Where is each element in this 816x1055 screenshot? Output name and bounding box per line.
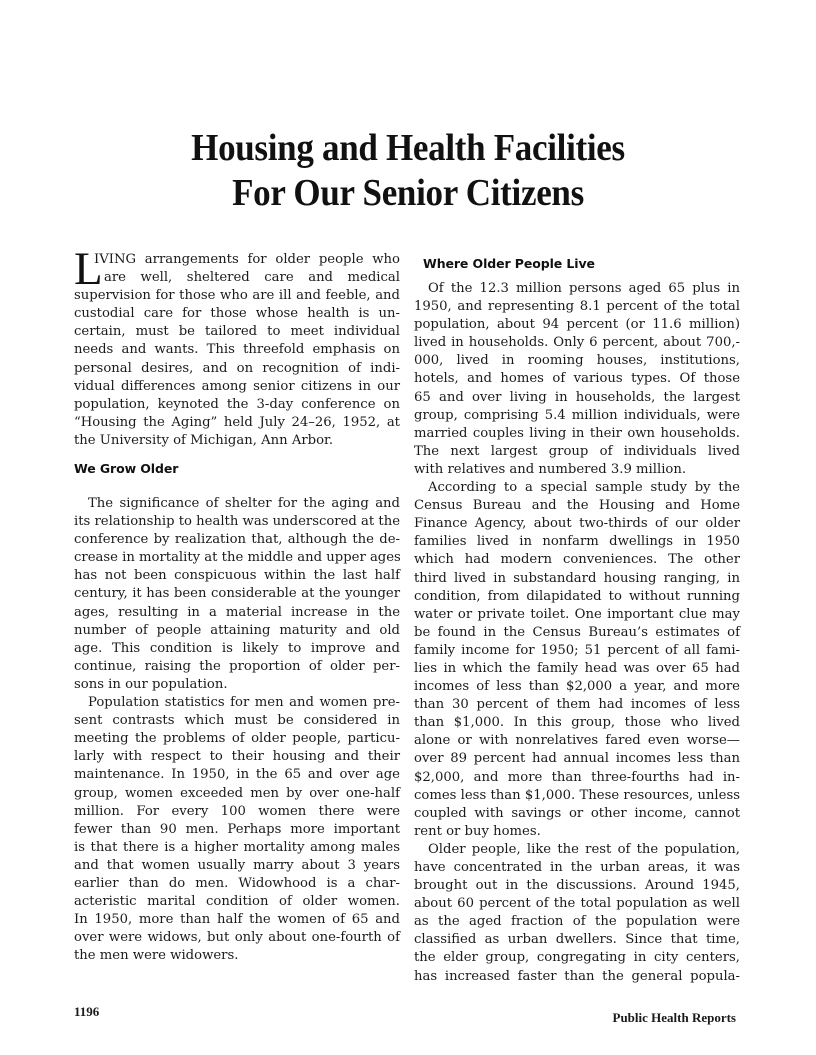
text-line: Older people, like the rest of the population, bbox=[428, 841, 740, 857]
text-line: as the aged fraction of the population were bbox=[414, 914, 740, 930]
text-line: rent or buy homes. bbox=[414, 823, 541, 839]
text-line: IVING arrangements for older people who bbox=[94, 252, 400, 267]
text-line: needs and wants. This threefold emphasis on bbox=[74, 342, 400, 358]
we-grow-older-body bbox=[74, 495, 400, 965]
text-line: “Housing the Aging” held July 24–26, 1952, at bbox=[74, 414, 400, 430]
text-line: The next largest group of individuals lived bbox=[414, 443, 740, 459]
text-line: The significance of shelter for the aging and bbox=[88, 496, 400, 511]
text-line: Census Bureau and the Housing and Home bbox=[414, 498, 740, 514]
text-line: certain, must be tailored to meet individual bbox=[74, 324, 400, 340]
journal-name: Public Health Reports bbox=[612, 1010, 736, 1025]
text-line: and that women usually marry about 3 years bbox=[74, 857, 400, 873]
intro-paragraph bbox=[74, 243, 400, 450]
text-line: over were widows, but only about one-fourth of bbox=[74, 930, 400, 946]
text-line: is that there is a higher mortality among males bbox=[74, 839, 400, 855]
text-line: crease in mortality at the middle and upper ages bbox=[74, 550, 401, 566]
text-line: condition, from dilapidated to without running bbox=[414, 588, 740, 604]
text-line: sent contrasts which must be considered in bbox=[74, 713, 400, 729]
text-line: ages, resulting in a material increase in the bbox=[74, 604, 400, 620]
section-heading-we-grow-older: We Grow Older bbox=[74, 461, 179, 476]
text-line: third lived in substandard housing ranging, in bbox=[414, 570, 740, 586]
text-line: earlier than do men. Widowhood is a char- bbox=[74, 875, 400, 891]
text-line: comes less than $1,000. These resources, unless bbox=[414, 787, 740, 803]
article-title-line-1: Housing and Health Facilities bbox=[191, 126, 625, 169]
text-line: population, about 94 percent (or 11.6 million) bbox=[414, 317, 740, 333]
paragraph bbox=[74, 694, 400, 965]
text-line: are well, sheltered care and medical bbox=[104, 270, 400, 286]
text-line: be found in the Census Bureau’s estimates of bbox=[414, 624, 740, 640]
text-line: hotels, and homes of various types. Of those bbox=[414, 371, 740, 387]
text-line: than $1,000. In this group, those who lived bbox=[414, 715, 740, 731]
text-line: lies in which the family head was over 65 had bbox=[414, 660, 740, 676]
text-line: the men were widowers. bbox=[74, 948, 239, 964]
text-line: Population statistics for men and women pre- bbox=[88, 695, 400, 711]
text-line: has increased faster than the general popula- bbox=[414, 968, 740, 984]
text-line: coupled with savings or other income, cannot bbox=[414, 805, 740, 821]
text-line: has not been conspicuous within the last half bbox=[74, 568, 400, 584]
text-line: century, it has been considerable at the younger bbox=[74, 586, 400, 602]
drop-cap: L bbox=[74, 243, 103, 295]
text-line: classified as urban dwellers. Since that time, bbox=[414, 932, 740, 948]
text-line: Of the 12.3 million persons aged 65 plus in bbox=[428, 281, 740, 296]
text-line: population, keynoted the 3-day conference on bbox=[74, 396, 400, 412]
text-line: personal desires, and on recognition of indi- bbox=[74, 360, 400, 376]
text-line: $2,000, and more than three-fourths had in- bbox=[414, 769, 740, 785]
text-line: maintenance. In 1950, in the 65 and over age bbox=[74, 767, 400, 783]
text-line: conference by realization that, although the de- bbox=[74, 532, 400, 548]
text-line: married couples living in their own households. bbox=[414, 425, 740, 441]
text-line: 65 and over living in households, the largest bbox=[414, 389, 740, 405]
text-line: the elder group, congregating in city centers, bbox=[414, 950, 740, 966]
paragraph bbox=[74, 495, 400, 694]
where-older-people-live-body bbox=[414, 280, 740, 986]
text-line: have concentrated in the urban areas, it was bbox=[414, 860, 740, 875]
text-line: water or private toilet. One important clue may bbox=[414, 606, 740, 622]
text-line: family income for 1950; 51 percent of all fami- bbox=[414, 642, 740, 658]
text-line: Finance Agency, about two-thirds of our older bbox=[414, 516, 740, 532]
text-line: According to a special sample study by the bbox=[428, 480, 740, 496]
text-line: families lived in nonfarm dwellings in 1950 bbox=[414, 534, 740, 550]
text-line: number of people attaining maturity and old bbox=[74, 622, 400, 638]
article-title-line-2: For Our Senior Citizens bbox=[232, 171, 584, 214]
paragraph bbox=[414, 280, 740, 479]
text-line: its relationship to health was underscored at the bbox=[74, 514, 400, 530]
text-line: than 30 percent of them had incomes of less bbox=[414, 697, 740, 713]
text-line: group, women exceeded men by over one-half bbox=[74, 785, 400, 801]
text-line: about 60 percent of the total population as well bbox=[414, 896, 740, 912]
text-line: age. This condition is likely to improve and bbox=[74, 640, 400, 656]
text-line: alone or with nonrelatives fared even worse— bbox=[414, 733, 740, 749]
text-line: lived in households. Only 6 percent, about 700,- bbox=[414, 335, 740, 351]
text-line: sons in our population. bbox=[74, 676, 228, 692]
text-line: In 1950, more than half the women of 65 and bbox=[74, 912, 400, 928]
text-line: the University of Michigan, Ann Arbor. bbox=[74, 432, 334, 448]
text-line: million. For every 100 women there were bbox=[74, 803, 400, 819]
text-line: custodial care for those whose health is un- bbox=[74, 306, 400, 322]
paragraph bbox=[414, 841, 740, 986]
text-line: over 89 percent had annual incomes less than bbox=[414, 751, 740, 767]
text-line: vidual differences among senior citizens in our bbox=[74, 378, 400, 394]
text-line: supervision for those who are ill and feeble, and bbox=[74, 288, 400, 304]
text-line: meeting the problems of older people, particu- bbox=[74, 731, 400, 747]
text-line: fewer than 90 men. Perhaps more important bbox=[74, 821, 400, 837]
left-column bbox=[74, 243, 400, 450]
text-line: brought out in the discussions. Around 1945, bbox=[414, 878, 740, 894]
text-line: group, comprising 5.4 million individuals, were bbox=[414, 407, 740, 423]
text-line: with relatives and numbered 3.9 million. bbox=[414, 461, 687, 477]
text-line: acteristic marital condition of older women. bbox=[74, 894, 400, 910]
text-line: continue, raising the proportion of older per- bbox=[74, 658, 400, 674]
text-line: larly with respect to their housing and their bbox=[74, 749, 400, 765]
text-line: which had modern conveniences. The other bbox=[414, 552, 740, 568]
text-line: 000, lived in rooming houses, institutions, bbox=[414, 353, 740, 369]
text-line: 1950, and representing 8.1 percent of the total bbox=[414, 299, 740, 315]
page-number: 1196 bbox=[74, 1004, 100, 1019]
section-heading-where-older-people-live: Where Older People Live bbox=[423, 256, 595, 271]
paragraph bbox=[414, 479, 740, 841]
text-line: incomes of less than $2,000 a year, and more bbox=[414, 679, 740, 695]
